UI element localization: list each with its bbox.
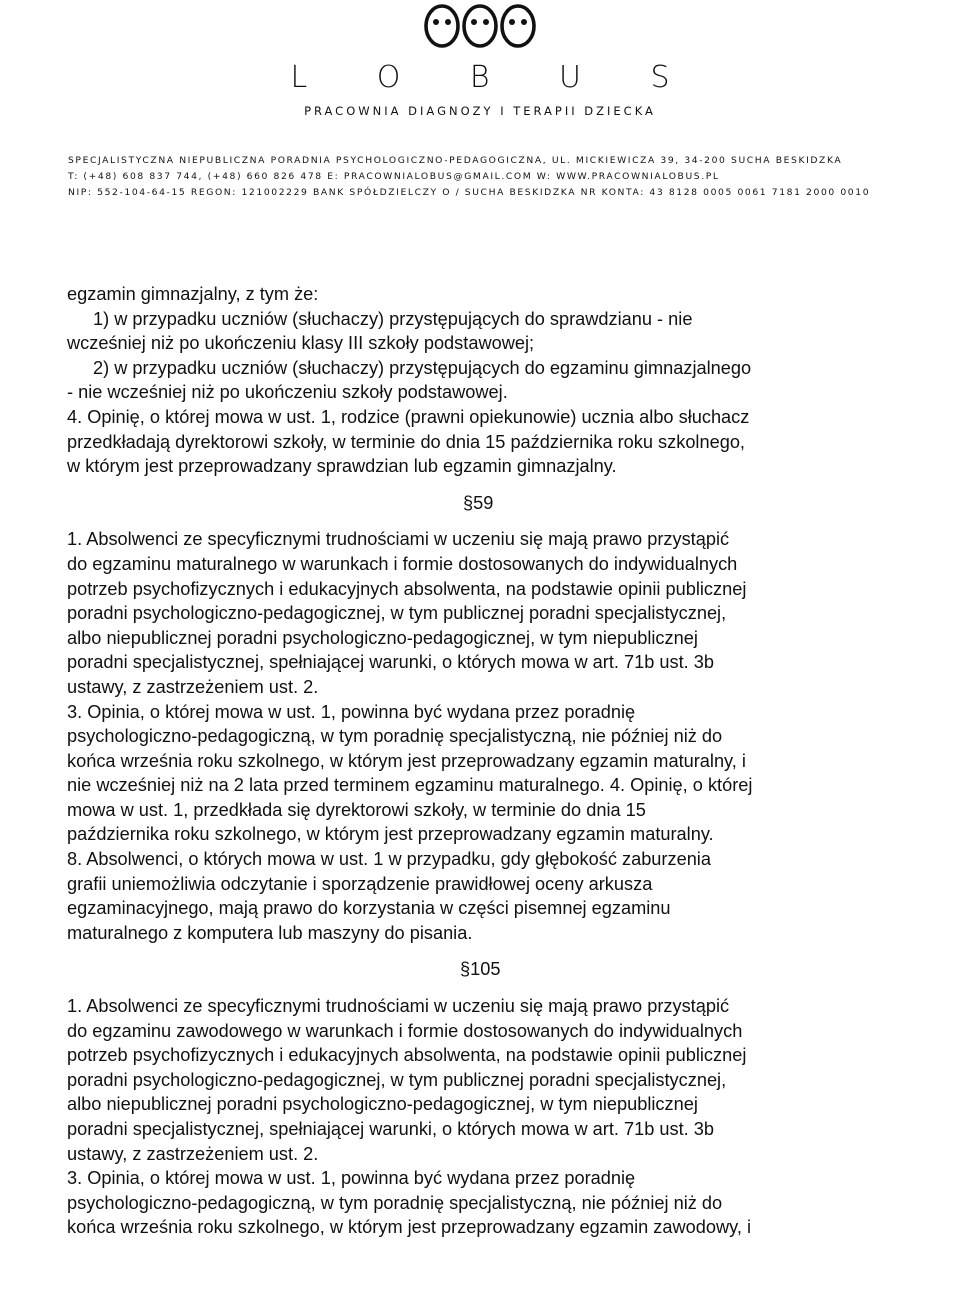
brand-name: L O B U S [290, 60, 700, 95]
brand-tagline: PRACOWNIA DIAGNOZY I TERAPII DZIECKA [304, 104, 656, 118]
text-line: 4. Opinię, o której mowa w ust. 1, rodzice (prawni opiekunowie) ucznia albo słuchacz [67, 406, 750, 427]
text-line: poradni psychologiczno-pedagogicznej, w tym publicznej poradni specjalistycznej, [67, 1069, 727, 1090]
text-line: poradni specjalistycznej, spełniającej warunki, o których mowa w art. 71b ust. 3b [67, 1119, 714, 1139]
section-heading: §105 [460, 959, 501, 980]
text-line: do egzaminu maturalnego w warunkach i formie dostosowanych do indywidualnych [67, 553, 738, 574]
text-line: ustawy, z zastrzeżeniem ust. 2. [67, 676, 319, 697]
text-line: nie wcześniej niż na 2 lata przed terminem egzaminu maturalnego. 4. Opinię, o której [67, 775, 753, 796]
text-line: maturalnego z komputera lub maszyny do pisania. [67, 922, 473, 943]
section-heading: §59 [463, 492, 494, 513]
text-line: albo niepublicznej poradni psychologiczno-pedagogicznej, w tym niepublicznej [67, 627, 698, 648]
text-line: ustawy, z zastrzeżeniem ust. 2. [67, 1143, 319, 1164]
text-line: w którym jest przeprowadzany sprawdzian lub egzamin gimnazjalny. [67, 456, 617, 477]
text-line: 1. Absolwenci ze specyficznymi trudnościami w uczeniu się mają prawo przystąpić [67, 529, 730, 550]
text-line: 1) w przypadku uczniów (słuchaczy) przystępujących do sprawdzianu - nie [93, 308, 693, 329]
text-line: potrzeb psychofizycznych i edukacyjnych absolwenta, na podstawie opinii publicznej [67, 578, 747, 599]
text-line: 8. Absolwenci, o których mowa w ust. 1 w przypadku, gdy głębokość zaburzenia [67, 849, 711, 870]
text-line: do egzaminu zawodowego w warunkach i formie dostosowanych do indywidualnych [67, 1020, 743, 1041]
text-line: grafii uniemożliwia odczytanie i sporządzenie prawidłowej oceny arkusza [67, 873, 653, 894]
text-line: poradni specjalistycznej, spełniającej warunki, o których mowa w art. 71b ust. 3b [67, 652, 714, 673]
text-line: października roku szkolnego, w którym jest przeprowadzany egzamin maturalny. [67, 824, 714, 845]
text-line: psychologiczno-pedagogiczną, w tym poradnię specjalistyczną, nie później niż do [67, 726, 723, 747]
text-line: 2) w przypadku uczniów (słuchaczy) przystępujących do egzaminu gimnazjalnego [93, 357, 752, 378]
info-bank: NIP: 552-104-64-15 REGON: 121002229 BANK SPÓŁDZIELCZY O / SUCHA BESKIDZKA NR KONTA: 43 8128 0005 0061 7181 2000 0010 [68, 187, 871, 198]
text-line: 1. Absolwenci ze specyficznymi trudnościami w uczeniu się mają prawo przystąpić [67, 996, 730, 1017]
text-line: egzaminacyjnego, mają prawo do korzystania w części pisemnej egzaminu [67, 898, 671, 919]
document-body [67, 282, 907, 1240]
text-line: wcześniej niż po ukończeniu klasy III szkoły podstawowej; [67, 333, 535, 354]
text-line: albo niepublicznej poradni psychologiczno-pedagogicznej, w tym niepublicznej [67, 1094, 698, 1115]
text-line: 3. Opinia, o której mowa w ust. 1, powinna być wydana przez poradnię [67, 701, 636, 722]
text-line: egzamin gimnazjalny, z tym że: [67, 284, 319, 304]
text-line: poradni psychologiczno-pedagogicznej, w tym publicznej poradni specjalistycznej, [67, 603, 727, 624]
text-line: psychologiczno-pedagogiczną, w tym poradnię specjalistyczną, nie później niż do [67, 1192, 723, 1213]
text-line: przedkładają dyrektorowi szkoły, w terminie do dnia 15 października roku szkolnego, [67, 431, 745, 452]
info-address: SPECJALISTYCZNA NIEPUBLICZNA PORADNIA PSYCHOLOGICZNO-PEDAGOGICZNA, UL. MICKIEWICZA 39, 34-200 SUCHA BESKIDZKA [68, 155, 843, 166]
text-line: mowa w ust. 1, przedkłada się dyrektorowi szkoły, w terminie do dnia 15 [67, 799, 646, 820]
text-line: 3. Opinia, o której mowa w ust. 1, powinna być wydana przez poradnię [67, 1168, 636, 1189]
logo-faces-icon [0, 2, 960, 54]
text-line: końca września roku szkolnego, w którym jest przeprowadzany egzamin zawodowy, i [67, 1217, 752, 1238]
text-line: potrzeb psychofizycznych i edukacyjnych absolwenta, na podstawie opinii publicznej [67, 1045, 747, 1066]
section-sign: § [460, 959, 471, 980]
info-contact: T: (+48) 608 837 744, (+48) 660 826 478 E: PRACOWNIALOBUS@GMAIL.COM W: WWW.PRACOWNIALOBUS.PL [68, 171, 720, 182]
text-line: - nie wcześniej niż po ukończeniu szkoły podstawowej. [67, 382, 508, 403]
text-line: końca września roku szkolnego, w którym jest przeprowadzany egzamin maturalny, i [67, 750, 746, 771]
section-sign: § [463, 492, 474, 513]
